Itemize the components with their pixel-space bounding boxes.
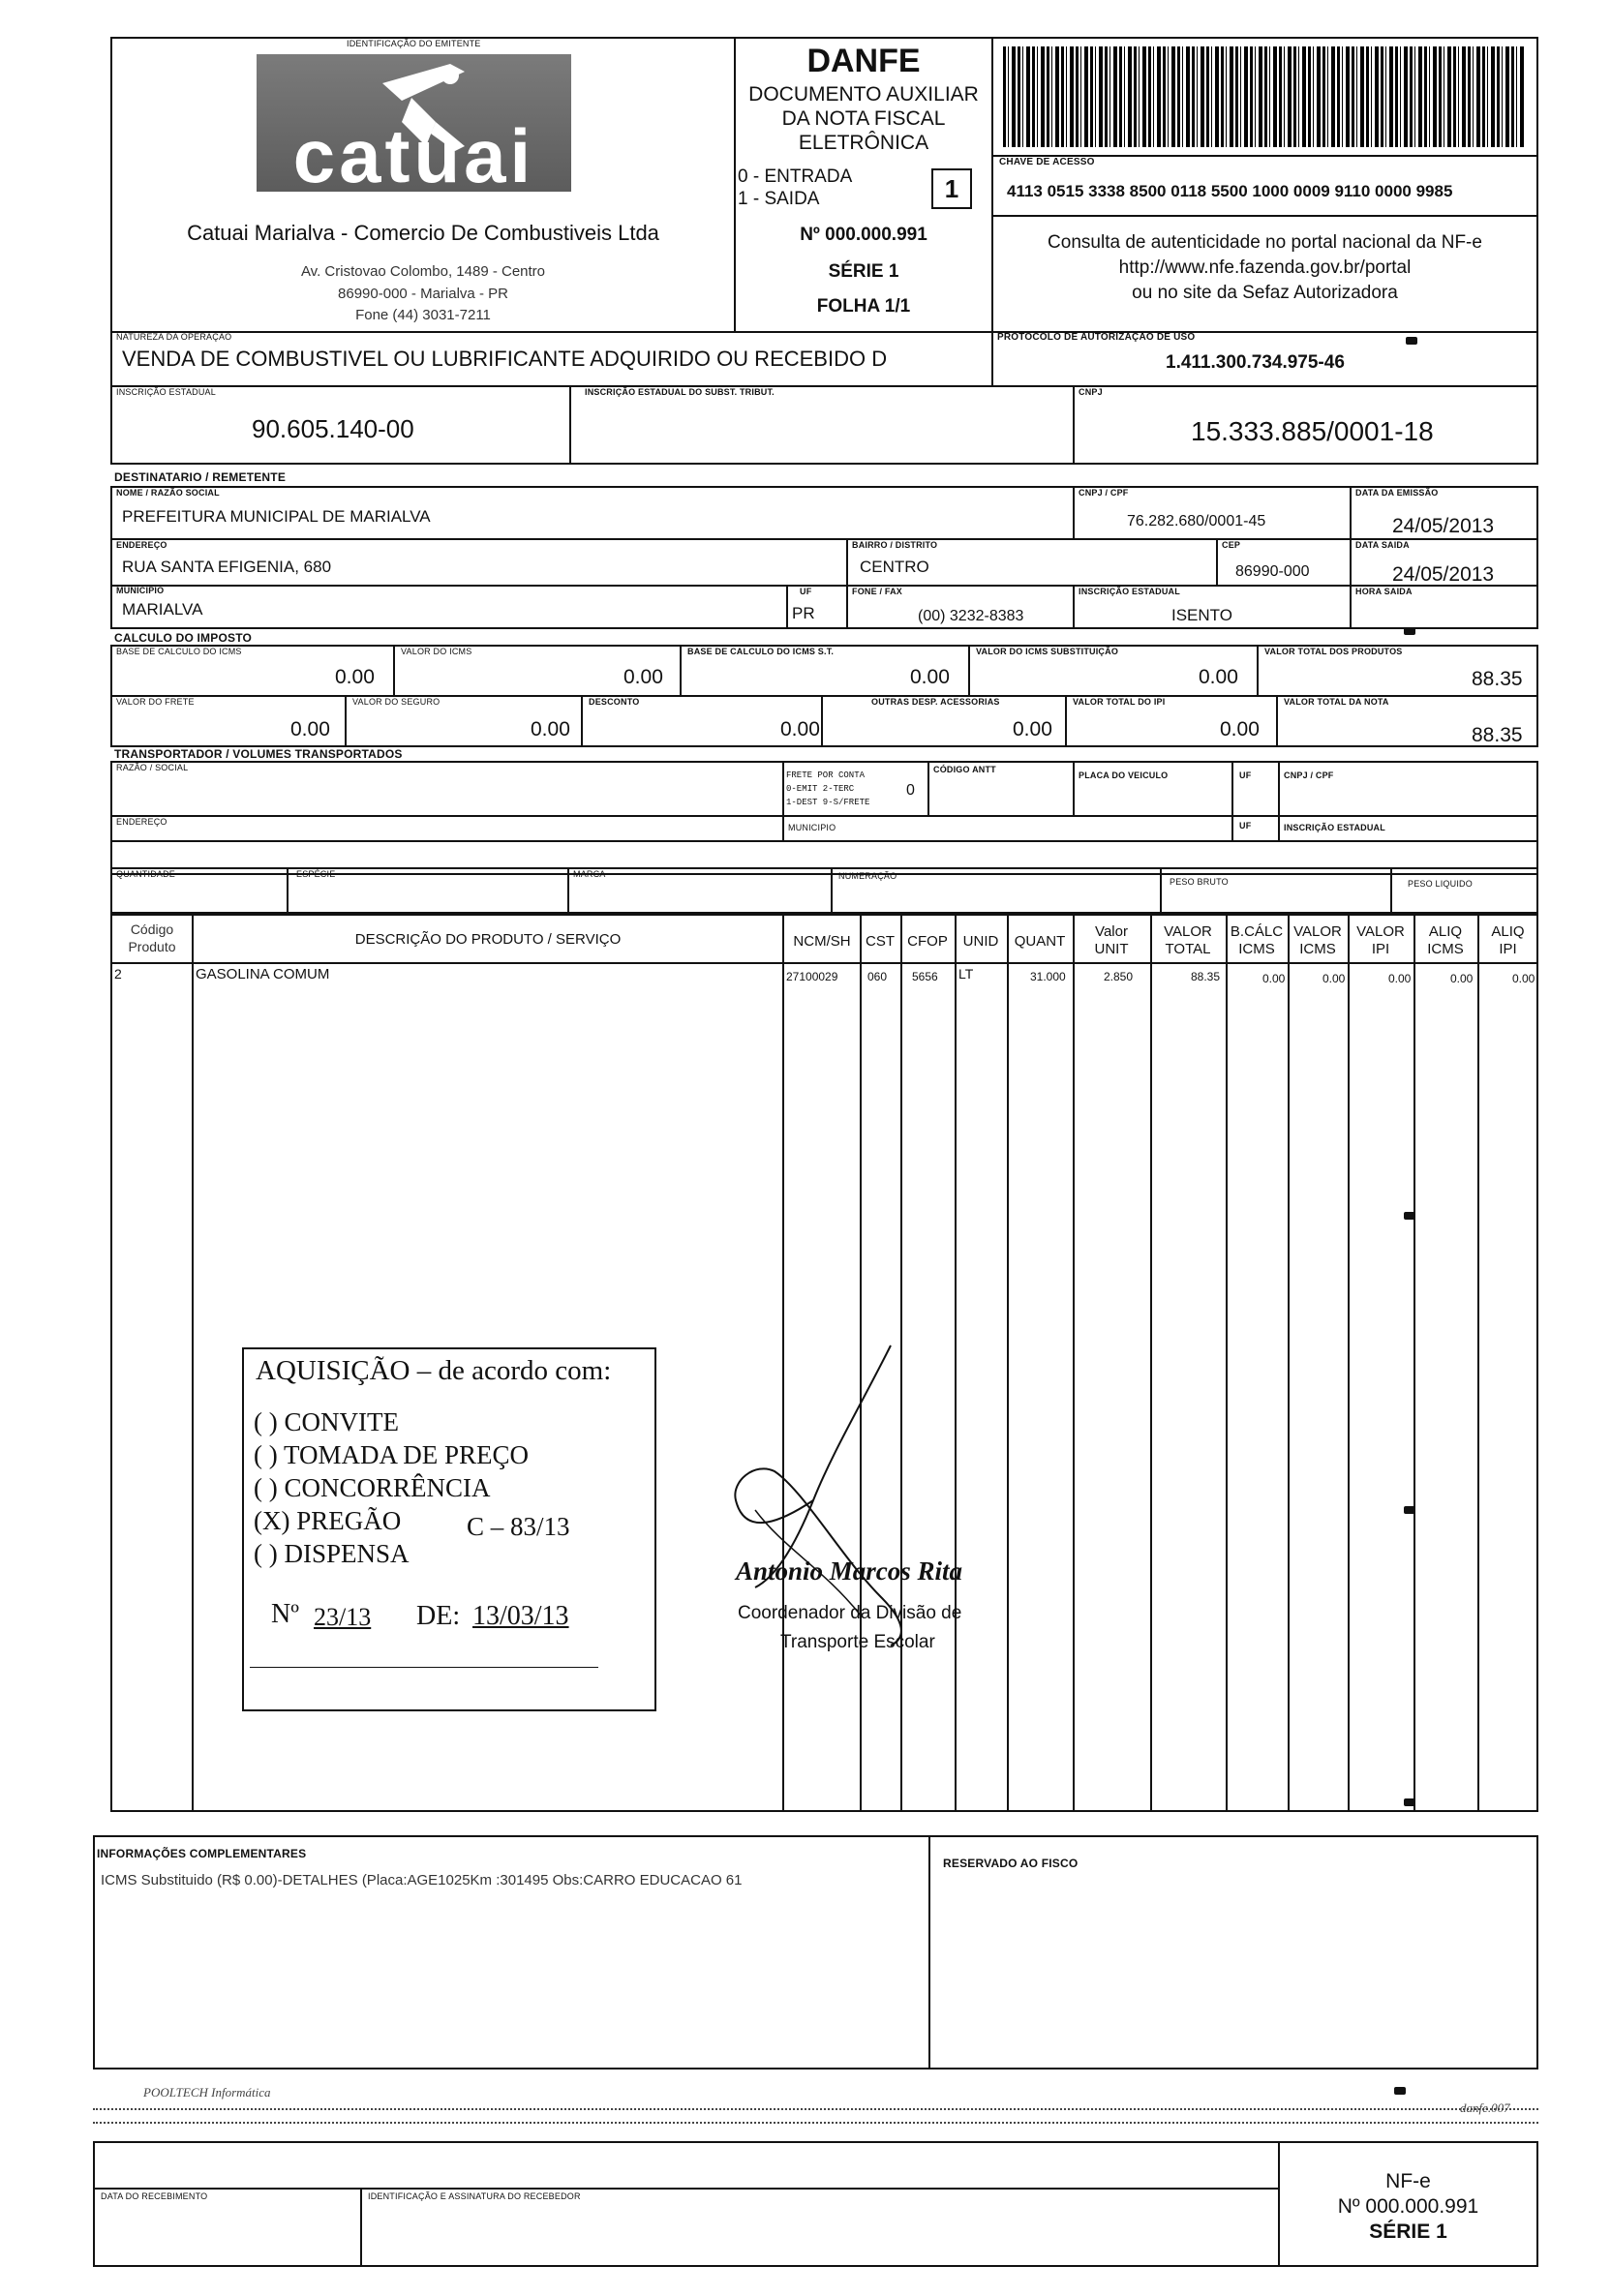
recipient-phone-label: FONE / FAX	[852, 587, 903, 596]
freight-label: VALOR DO FRETE	[116, 697, 195, 707]
row-cst: 060	[867, 970, 888, 983]
carrier-address-label: ENDEREÇO	[116, 817, 167, 827]
header-code-2: Produto	[128, 939, 176, 954]
header-vicms-2: ICMS	[1299, 941, 1336, 957]
row-aicms: 0.00	[1450, 972, 1474, 985]
volumes-col-1	[287, 867, 289, 914]
row-cfop: 5656	[912, 970, 938, 983]
transport-col-cnpj	[1278, 761, 1280, 840]
tax-col-7	[821, 695, 823, 747]
danfe-subtitle-3: ELETRÔNICA	[798, 132, 929, 154]
header-vunit-1: Valor	[1095, 923, 1128, 940]
row-aipi: 0.00	[1512, 972, 1535, 985]
row-vipi: 0.00	[1388, 972, 1412, 985]
recipient-cnpj-label: CNPJ / CPF	[1079, 488, 1129, 498]
transport-col-freight	[782, 761, 784, 840]
vehicle-plate-label: PLACA DO VEICULO	[1079, 770, 1169, 780]
additional-info-label: INFORMAÇÕES COMPLEMENTARES	[97, 1847, 307, 1860]
recipient-district-value: CENTRO	[860, 558, 929, 576]
base-st-label: BASE DE CALCULO DO ICMS S.T.	[687, 647, 835, 656]
tax-col-5	[345, 695, 347, 747]
footer-nfe: NF-e	[1385, 2170, 1431, 2192]
row-ncm: 27100029	[786, 970, 838, 983]
recipient-section-label: DESTINATARIO / REMETENTE	[114, 470, 287, 484]
danfe-serie: SÉRIE 1	[828, 261, 899, 282]
protocol-value: 1.411.300.734.975-46	[1166, 352, 1345, 373]
registration-divider-1	[569, 385, 571, 465]
scan-mark	[1404, 1506, 1415, 1514]
software-credit: POOLTECH Informática	[143, 2085, 271, 2100]
access-consult-2: http://www.nfe.fazenda.gov.br/portal	[1118, 257, 1412, 278]
footer-nfe-serie: SÉRIE 1	[1369, 2220, 1447, 2243]
carrier-city-label: MUNICIPIO	[788, 823, 836, 832]
recipient-address-value: RUA SANTA EFIGENIA, 680	[122, 558, 332, 576]
volume-quantity-label: QUANTIDADE	[116, 869, 176, 879]
freight-option-3: 1-DEST 9-S/FRETE	[786, 798, 870, 807]
row-vicms: 0.00	[1322, 972, 1346, 985]
col-aipi	[1477, 914, 1479, 1812]
base-st-value: 0.00	[910, 666, 950, 688]
recipient-phone-value: (00) 3232-8383	[918, 608, 1024, 624]
freight-option-2: 0-EMIT 2-TERC	[786, 784, 855, 794]
stamp-option-pregao: (X) PREGÃO	[254, 1506, 402, 1535]
row-description: GASOLINA COMUM	[196, 966, 330, 982]
row-quant: 31.000	[1030, 970, 1066, 983]
carrier-uf-label: UF	[1239, 770, 1252, 780]
footer-dotted-line-2	[93, 2122, 1538, 2124]
other-expenses-value: 0.00	[1013, 718, 1052, 740]
volumes-col-5	[1390, 867, 1392, 914]
net-weight-label: PESO LIQUIDO	[1408, 879, 1473, 889]
receipt-date-label: DATA DO RECEBIMENTO	[101, 2191, 208, 2201]
header-aicms-2: ICMS	[1427, 941, 1464, 957]
scan-mark	[1404, 1798, 1415, 1806]
insurance-value: 0.00	[531, 718, 570, 740]
issuer-cnpj-value: 15.333.885/0001-18	[1191, 416, 1434, 446]
row-vtotal: 88.35	[1191, 970, 1221, 983]
recipient-col-cnpj	[1073, 486, 1075, 538]
carrier-name-label: RAZÃO / SOCIAL	[116, 763, 189, 772]
insurance-label: VALOR DO SEGURO	[352, 697, 441, 707]
receipt-col-1	[360, 2188, 362, 2267]
transport-col-uf	[1231, 761, 1233, 840]
transport-section-label: TRANSPORTADOR / VOLUMES TRANSPORTADOS	[114, 747, 403, 761]
header-vtotal-2: TOTAL	[1165, 941, 1211, 957]
icms-st-value: 0.00	[1199, 666, 1238, 688]
receipt-row-divider	[93, 2188, 1279, 2190]
access-barcode	[1003, 46, 1526, 147]
recipient-row-divider-1	[110, 538, 1538, 540]
recipient-col-uf	[786, 585, 788, 629]
transport-col-plate	[1073, 761, 1075, 815]
access-key: 4113 0515 3338 8500 0118 5500 1000 0009 9110 0000 9985	[1007, 182, 1453, 200]
header-unid: UNID	[962, 933, 999, 950]
volume-species-label: ESPÉCIE	[296, 869, 336, 879]
recipient-col-ie	[1073, 585, 1075, 629]
emission-date-value: 24/05/2013	[1392, 515, 1495, 537]
recipient-row-divider-2	[110, 585, 1538, 587]
volumes-col-3	[831, 867, 833, 914]
col-code	[192, 914, 194, 1812]
carrier-uf2-label: UF	[1239, 821, 1252, 831]
access-consult-1: Consulta de autenticidade no portal nacional da NF-e	[1048, 232, 1482, 253]
state-registration-label: INSCRIÇÃO ESTADUAL	[116, 387, 216, 397]
stamp-option-tomada: ( ) TOMADA DE PREÇO	[254, 1440, 530, 1469]
col-vipi	[1348, 914, 1350, 1812]
recipient-district-label: BAIRRO / DISTRITO	[852, 540, 938, 550]
issuer-logo	[257, 54, 571, 198]
other-expenses-label: OUTRAS DESP. ACESSORIAS	[871, 697, 1000, 707]
scan-mark	[1404, 1212, 1415, 1220]
header-vicms-1: VALOR	[1293, 923, 1342, 940]
issuer-address: Av. Cristovao Colombo, 1489 - Centro	[300, 263, 546, 280]
danfe-number: Nº 000.000.991	[800, 225, 927, 245]
gross-weight-label: PESO BRUTO	[1170, 877, 1229, 887]
issuer-name: Catuai Marialva - Comercio De Combustiveis Ltda	[187, 221, 659, 245]
operation-value: VENDA DE COMBUSTIVEL OU LUBRIFICANTE ADQUIRIDO OU RECEBIDO D	[122, 347, 888, 371]
volumes-col-2	[567, 867, 569, 914]
danfe-subtitle-2: DA NOTA FISCAL	[781, 107, 946, 130]
row-unid: LT	[958, 966, 974, 982]
protocol-label: PROTOCOLO DE AUTORIZAÇÃO DE USO	[997, 332, 1196, 343]
antt-code-label: CÓDIGO ANTT	[933, 765, 996, 774]
tax-col-9	[1276, 695, 1278, 747]
recipient-ie-label: INSCRIÇÃO ESTADUAL	[1079, 587, 1180, 596]
issuer-section-label: IDENTIFICAÇÃO DO EMITENTE	[347, 39, 481, 48]
tax-col-1	[393, 645, 395, 695]
transport-col-antt	[927, 761, 929, 815]
exit-time-label: HORA SAIDA	[1355, 587, 1413, 596]
discount-label: DESCONTO	[589, 697, 640, 707]
col-quant	[1007, 914, 1009, 1812]
header-vipi-1: VALOR	[1356, 923, 1405, 940]
state-registration-value: 90.605.140-00	[252, 414, 414, 443]
receipt-signature-label: IDENTIFICAÇÃO E ASSINATURA DO RECEBEDOR	[368, 2191, 581, 2201]
header-aipi-2: IPI	[1499, 941, 1517, 957]
header-ncm: NCM/SH	[793, 933, 851, 950]
stamp-title: AQUISIÇÃO – de acordo com:	[256, 1355, 612, 1386]
products-total-value: 88.35	[1472, 668, 1523, 690]
scan-mark	[1404, 627, 1415, 635]
recipient-col-phone	[846, 585, 848, 629]
transport-row-divider-2	[110, 840, 1538, 842]
header-vtotal-1: VALOR	[1164, 923, 1212, 940]
exit-date-value: 24/05/2013	[1392, 563, 1495, 586]
danfe-title: DANFE	[806, 43, 921, 79]
header-cfop: CFOP	[907, 933, 948, 950]
stamp-option-convite: ( ) CONVITE	[254, 1407, 399, 1436]
discount-value: 0.00	[780, 718, 820, 740]
recipient-address-label: ENDEREÇO	[116, 540, 167, 550]
signature-name: Antonio Marcos Rita	[736, 1556, 963, 1586]
header-aipi-1: ALIQ	[1491, 923, 1525, 940]
base-icms-value: 0.00	[335, 666, 375, 688]
recipient-city-value: MARIALVA	[122, 600, 203, 619]
header-bcalc-1: B.CÁLC	[1230, 923, 1284, 940]
col-vicms	[1288, 914, 1290, 1812]
recipient-uf-value: PR	[792, 604, 815, 622]
col-aicms	[1413, 914, 1415, 1812]
access-consult-3: ou no site da Sefaz Autorizadora	[1132, 283, 1398, 303]
row-bcalc: 0.00	[1262, 972, 1286, 985]
exit-date-label: DATA SAIDA	[1355, 540, 1410, 550]
tax-col-2	[680, 645, 682, 695]
recipient-col-date	[1350, 486, 1352, 629]
col-vtotal	[1150, 914, 1152, 1812]
stamp-number-value: 23/13	[314, 1603, 372, 1631]
signature-role-1: Coordenador da Divisão de	[738, 1603, 962, 1623]
transport-row-divider-1	[110, 815, 1538, 817]
recipient-ie-value: ISENTO	[1171, 606, 1232, 624]
row-vunit: 2.850	[1104, 970, 1134, 983]
header-vipi-2: IPI	[1371, 941, 1390, 957]
tax-col-4	[1257, 645, 1259, 695]
header-vunit-2: UNIT	[1094, 941, 1129, 957]
header-code-1: Código	[130, 921, 174, 937]
icms-value: 0.00	[623, 666, 663, 688]
recipient-name-label: NOME / RAZÃO SOCIAL	[116, 488, 220, 498]
col-vunit	[1073, 914, 1075, 1812]
tax-col-6	[581, 695, 583, 747]
carrier-ie-label: INSCRIÇÃO ESTADUAL	[1284, 823, 1385, 832]
footer-nfe-number: Nº 000.000.991	[1337, 2195, 1479, 2218]
stamp-pregao-ref: C – 83/13	[467, 1512, 570, 1541]
access-key-label: CHAVE DE ACESSO	[999, 157, 1095, 167]
products-total-label: VALOR TOTAL DOS PRODUTOS	[1264, 647, 1403, 656]
logo-text: catuai	[292, 113, 535, 198]
stamp-number-label: Nº	[271, 1599, 299, 1629]
stamp-option-concorrencia: ( ) CONCORRÊNCIA	[254, 1473, 491, 1502]
form-id: danfe.007	[1460, 2100, 1510, 2115]
tax-col-8	[1065, 695, 1067, 747]
danfe-saida: 1 - SAIDA	[738, 189, 820, 209]
scan-mark	[1394, 2087, 1406, 2095]
stamp-date-value: 13/03/13	[472, 1601, 569, 1631]
header-quant: QUANT	[1014, 933, 1066, 950]
freight-value: 0.00	[290, 718, 330, 740]
volume-brand-label: MARCA	[573, 869, 606, 879]
danfe-subtitle-1: DOCUMENTO AUXILIAR	[748, 83, 979, 106]
recipient-cep-label: CEP	[1222, 540, 1241, 550]
header-aicms-1: ALIQ	[1428, 923, 1463, 940]
tax-section-label: CALCULO DO IMPOSTO	[114, 631, 253, 645]
invoice-total-value: 88.35	[1472, 724, 1523, 746]
fisco-box	[928, 1835, 1538, 2069]
icms-value-label: VALOR DO ICMS	[401, 647, 472, 656]
stamp-date-label: DE:	[416, 1601, 461, 1631]
additional-info-box	[93, 1835, 930, 2069]
emission-date-label: DATA DA EMISSÃO	[1355, 488, 1439, 498]
carrier-cnpj-label: CNPJ / CPF	[1284, 770, 1334, 780]
additional-info-value: ICMS Substituido (R$ 0.00)-DETALHES (Placa:AGE1025Km :301495 Obs:CARRO EDUCACAO 61	[101, 1872, 743, 1888]
volume-numbering-label: NUMERAÇÃO	[838, 871, 897, 881]
ipi-total-label: VALOR TOTAL DO IPI	[1073, 697, 1166, 707]
recipient-col-cep	[1216, 538, 1218, 585]
volumes-col-4	[1160, 867, 1162, 914]
issuer-phone: Fone (44) 3031-7211	[355, 307, 491, 323]
icms-st-label: VALOR DO ICMS SUBSTITUIÇÃO	[976, 647, 1119, 656]
substitute-registration-label: INSCRIÇÃO ESTADUAL DO SUBST. TRIBUT.	[585, 387, 775, 397]
recipient-col-district	[846, 538, 848, 585]
recipient-cnpj-value: 76.282.680/0001-45	[1127, 513, 1266, 529]
header-description: DESCRIÇÃO DO PRODUTO / SERVIÇO	[354, 931, 622, 948]
footer-dotted-line-1	[93, 2108, 1538, 2110]
products-header-divider	[110, 962, 1538, 964]
scan-mark	[1406, 337, 1417, 345]
ipi-total-value: 0.00	[1220, 718, 1260, 740]
issuer-cnpj-label: CNPJ	[1079, 387, 1103, 397]
invoice-total-label: VALOR TOTAL DA NOTA	[1284, 697, 1389, 707]
header-bcalc-2: ICMS	[1238, 941, 1275, 957]
row-code: 2	[114, 966, 122, 982]
header-cst: CST	[866, 933, 895, 950]
stamp-option-dispensa: ( ) DISPENSA	[254, 1539, 410, 1568]
access-divider-2	[991, 215, 1538, 217]
danfe-type-value: 1	[931, 168, 972, 209]
danfe-entrada: 0 - ENTRADA	[738, 166, 853, 187]
col-bcalc	[1226, 914, 1228, 1812]
registration-divider-2	[1073, 385, 1075, 465]
fisco-label: RESERVADO AO FISCO	[943, 1857, 1079, 1870]
danfe-folha: FOLHA 1/1	[816, 296, 911, 317]
recipient-name-value: PREFEITURA MUNICIPAL DE MARIALVA	[122, 507, 431, 526]
base-icms-label: BASE DE CALCULO DO ICMS	[116, 647, 242, 656]
recipient-city-label: MUNICIPIO	[116, 586, 165, 595]
operation-label: NATUREZA DA OPERAÇÃO	[116, 332, 232, 342]
signature-role-2: Transporte Escolar	[780, 1632, 935, 1652]
issuer-city: 86990-000 - Marialva - PR	[338, 286, 508, 302]
recipient-cep-value: 86990-000	[1235, 563, 1310, 580]
stamp-signature-line	[250, 1667, 598, 1668]
recipient-uf-label: UF	[800, 587, 812, 596]
freight-option-value: 0	[906, 782, 915, 799]
freight-option-1: FRETE POR CONTA	[786, 770, 866, 780]
tax-col-3	[968, 645, 970, 695]
